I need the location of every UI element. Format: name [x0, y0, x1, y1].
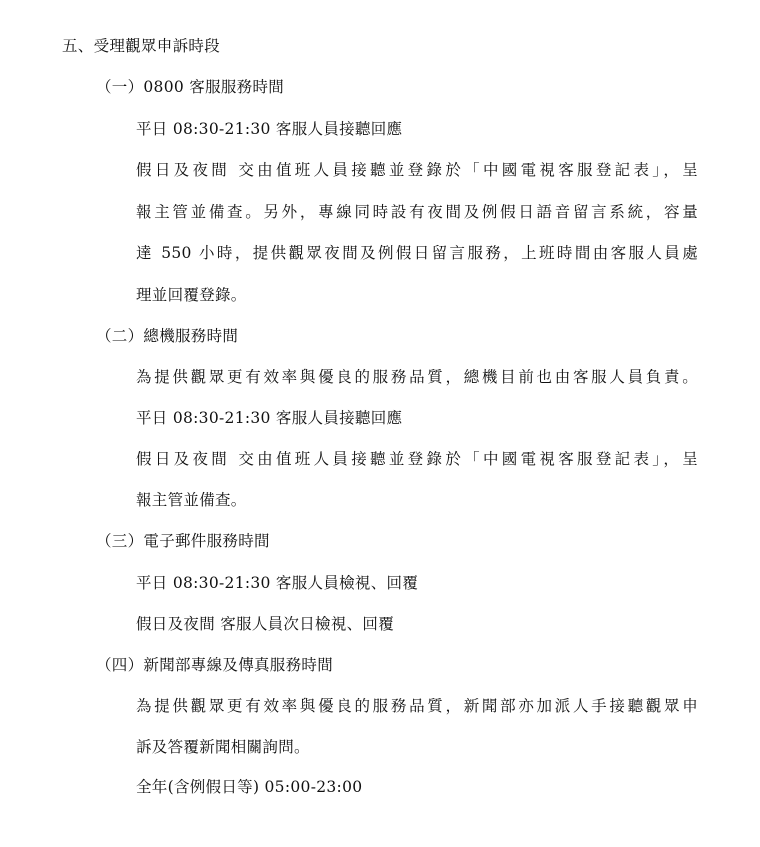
- paragraph-line: 假日及夜間 交由值班人員接聽並登錄於「中國電視客服登記表」，呈: [136, 161, 698, 179]
- paragraph-line: 平日 08:30-21:30 客服人員接聽回應: [136, 120, 403, 138]
- paragraph-line: 報主管並備查。: [136, 491, 247, 509]
- paragraph-line: 假日及夜間 交由值班人員接聽並登錄於「中國電視客服登記表」，呈: [136, 450, 698, 468]
- section-title: 五、受理觀眾申訴時段: [62, 37, 221, 55]
- paragraph-line: 理並回覆登錄。: [136, 286, 247, 304]
- subsection-heading-1: （一）0800 客服服務時間: [96, 78, 285, 96]
- subsection-heading-2: （二）總機服務時間: [96, 327, 239, 345]
- paragraph-line: 平日 08:30-21:30 客服人員接聽回應: [136, 409, 403, 427]
- paragraph-line: 為提供觀眾更有效率與優良的服務品質，新聞部亦加派人手接聽觀眾申: [136, 697, 698, 715]
- paragraph-line: 為提供觀眾更有效率與優良的服務品質，總機目前也由客服人員負責。: [136, 368, 698, 386]
- paragraph-line: 假日及夜間 客服人員次日檢視、回覆: [136, 615, 395, 633]
- paragraph-line: 訴及答覆新聞相關詢問。: [136, 738, 310, 756]
- subsection-heading-4: （四）新聞部專線及傳真服務時間: [96, 656, 334, 674]
- paragraph-line: 平日 08:30-21:30 客服人員檢視、回覆: [136, 574, 419, 592]
- paragraph-line: 達 550 小時，提供觀眾夜間及例假日留言服務，上班時間由客服人員處: [136, 244, 698, 262]
- paragraph-line: 全年(含例假日等) 05:00-23:00: [136, 778, 363, 796]
- paragraph-line: 報主管並備查。另外，專線同時設有夜間及例假日語音留言系統，容量: [136, 203, 698, 221]
- subsection-heading-3: （三）電子郵件服務時間: [96, 532, 270, 550]
